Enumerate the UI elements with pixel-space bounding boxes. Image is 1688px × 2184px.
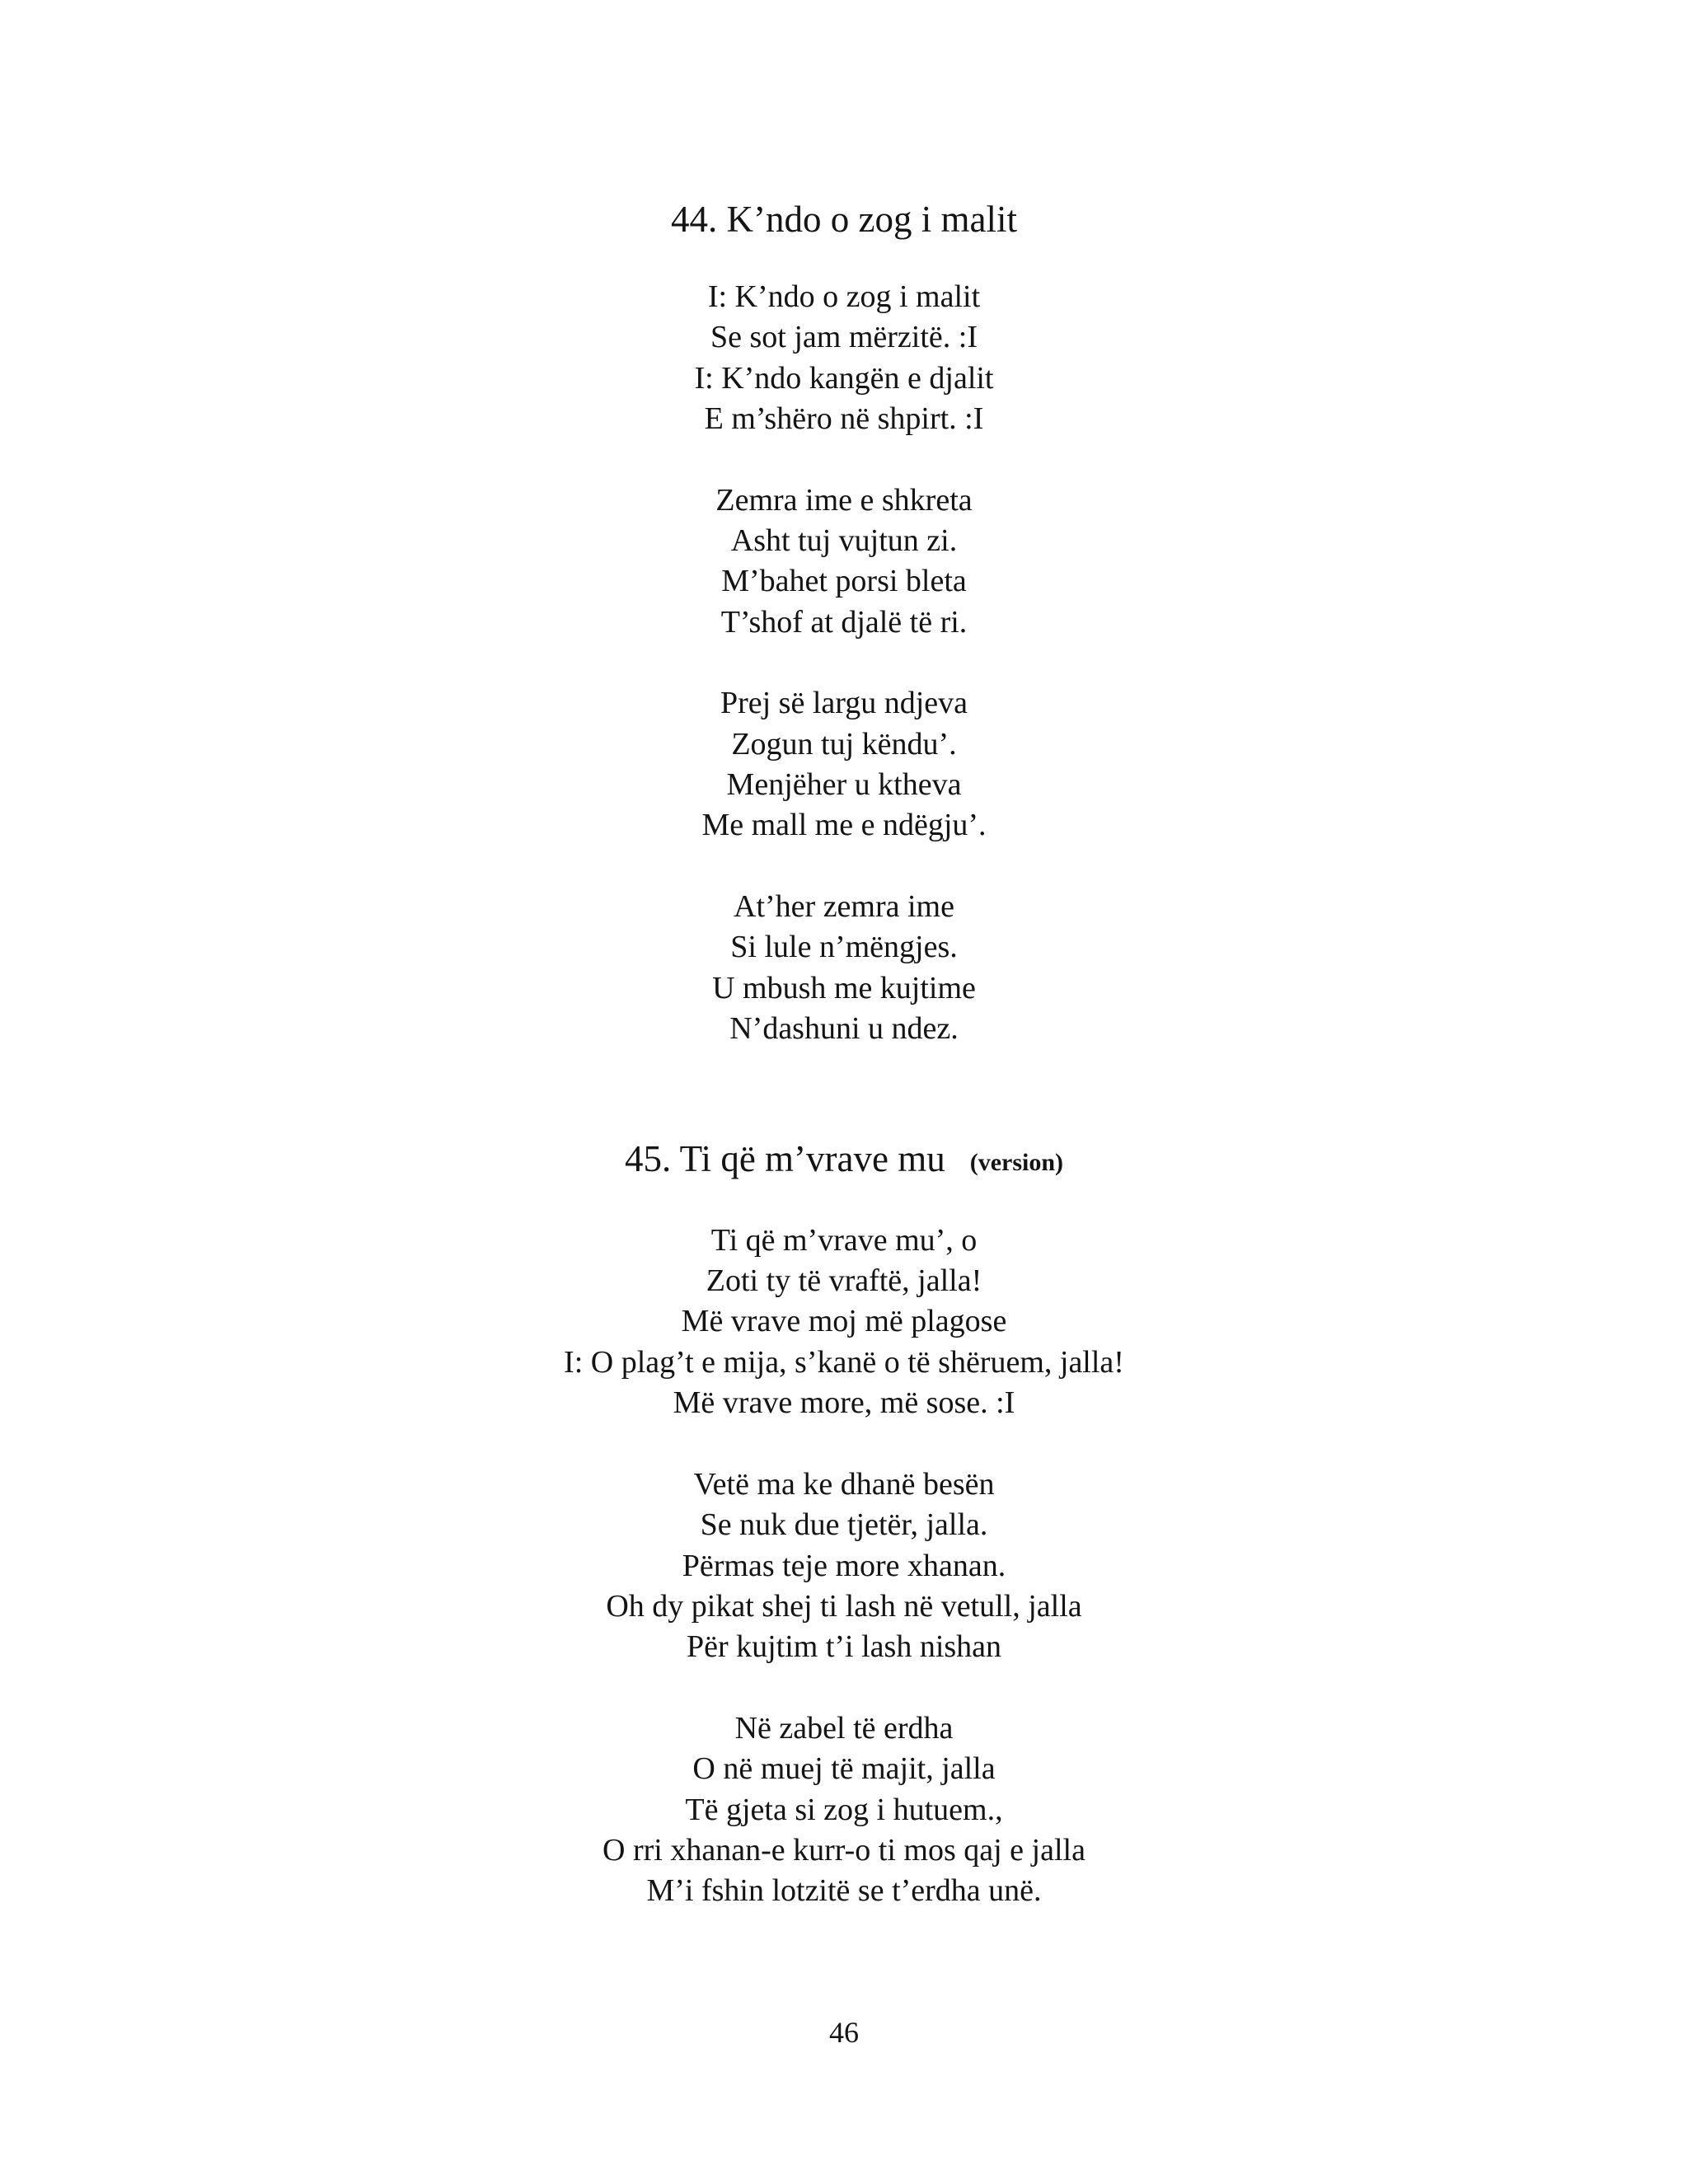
verse-line: At’her zemra ime — [734, 888, 954, 924]
verse-line: Përmas teje more xhanan. — [682, 1548, 1006, 1583]
verse-line: Për kujtim t’i lash nishan — [686, 1629, 1002, 1665]
verse-line: Se sot jam mërzitë. :I — [710, 320, 978, 355]
verse-line: I: K’ndo kangën e djalit — [694, 360, 994, 396]
stanza — [0, 1221, 1688, 1424]
verse-line: Më vrave more, më sose. :I — [673, 1385, 1015, 1421]
stanza — [0, 480, 1688, 644]
song-44 — [0, 193, 1688, 1050]
verse-line: T’shof at djalë të ri. — [720, 604, 968, 640]
verse-line: Në zabel të erdha — [734, 1710, 954, 1746]
page-number: 46 — [829, 2016, 859, 2049]
verse-line: I: O plag’t e mija, s’kanë o të shëruem, jalla! — [564, 1344, 1124, 1380]
song-45 — [0, 1132, 1688, 1912]
verse-line: Zogun tuj këndu’. — [731, 726, 957, 762]
song-title — [0, 193, 1688, 246]
verse-line: Se nuk due tjetër, jalla. — [700, 1507, 988, 1543]
verse-line: Zemra ime e shkreta — [715, 482, 973, 518]
verse-line: N’dashuni u ndez. — [729, 1011, 959, 1047]
version-note: (version) — [969, 1148, 1064, 1176]
stanza — [0, 277, 1688, 440]
verse-line: Asht tuj vujtun zi. — [730, 523, 958, 559]
verse-line: M’bahet porsi bleta — [721, 564, 967, 599]
verse-line: Si lule n’mëngjes. — [730, 930, 958, 965]
verse-line: Vetë ma ke dhanë besën — [693, 1466, 995, 1502]
verse-line: Oh dy pikat shej ti lash në vetull, jalla — [606, 1588, 1082, 1624]
verse-line: M’i fshin lotzitë se t’erdha unë. — [646, 1873, 1042, 1909]
verse-line: O rri xhanan-e kurr-o ti mos qaj e jalla — [603, 1832, 1085, 1868]
verse-line: Zoti ty të vraftë, jalla! — [706, 1263, 982, 1299]
stanza — [0, 1708, 1688, 1912]
verse-line: U mbush me kujtime — [712, 970, 976, 1005]
song-title — [0, 1132, 1688, 1189]
verse-line: Prej së largu ndjeva — [720, 686, 968, 721]
stanza — [0, 887, 1688, 1050]
verse-line: Të gjeta si zog i hutuem., — [685, 1792, 1003, 1827]
verse-line: E m’shëro në shpirt. :I — [704, 401, 984, 437]
song-title-text: 45. Ti që m’vrave mu — [624, 1138, 945, 1179]
verse-line: O në muej të majit, jalla — [692, 1751, 996, 1787]
verse-line: I: K’ndo o zog i malit — [707, 279, 981, 314]
stanza — [0, 683, 1688, 846]
verse-line: Me mall me e ndëgju’. — [701, 808, 987, 843]
verse-line: Ti që m’vrave mu’, o — [710, 1222, 978, 1258]
verse-line: Më vrave moj më plagose — [681, 1304, 1007, 1339]
verse-line: Menjëher u ktheva — [726, 767, 962, 803]
stanza — [0, 1465, 1688, 1668]
song-title-text: 44. K’ndo o zog i malit — [671, 199, 1017, 240]
